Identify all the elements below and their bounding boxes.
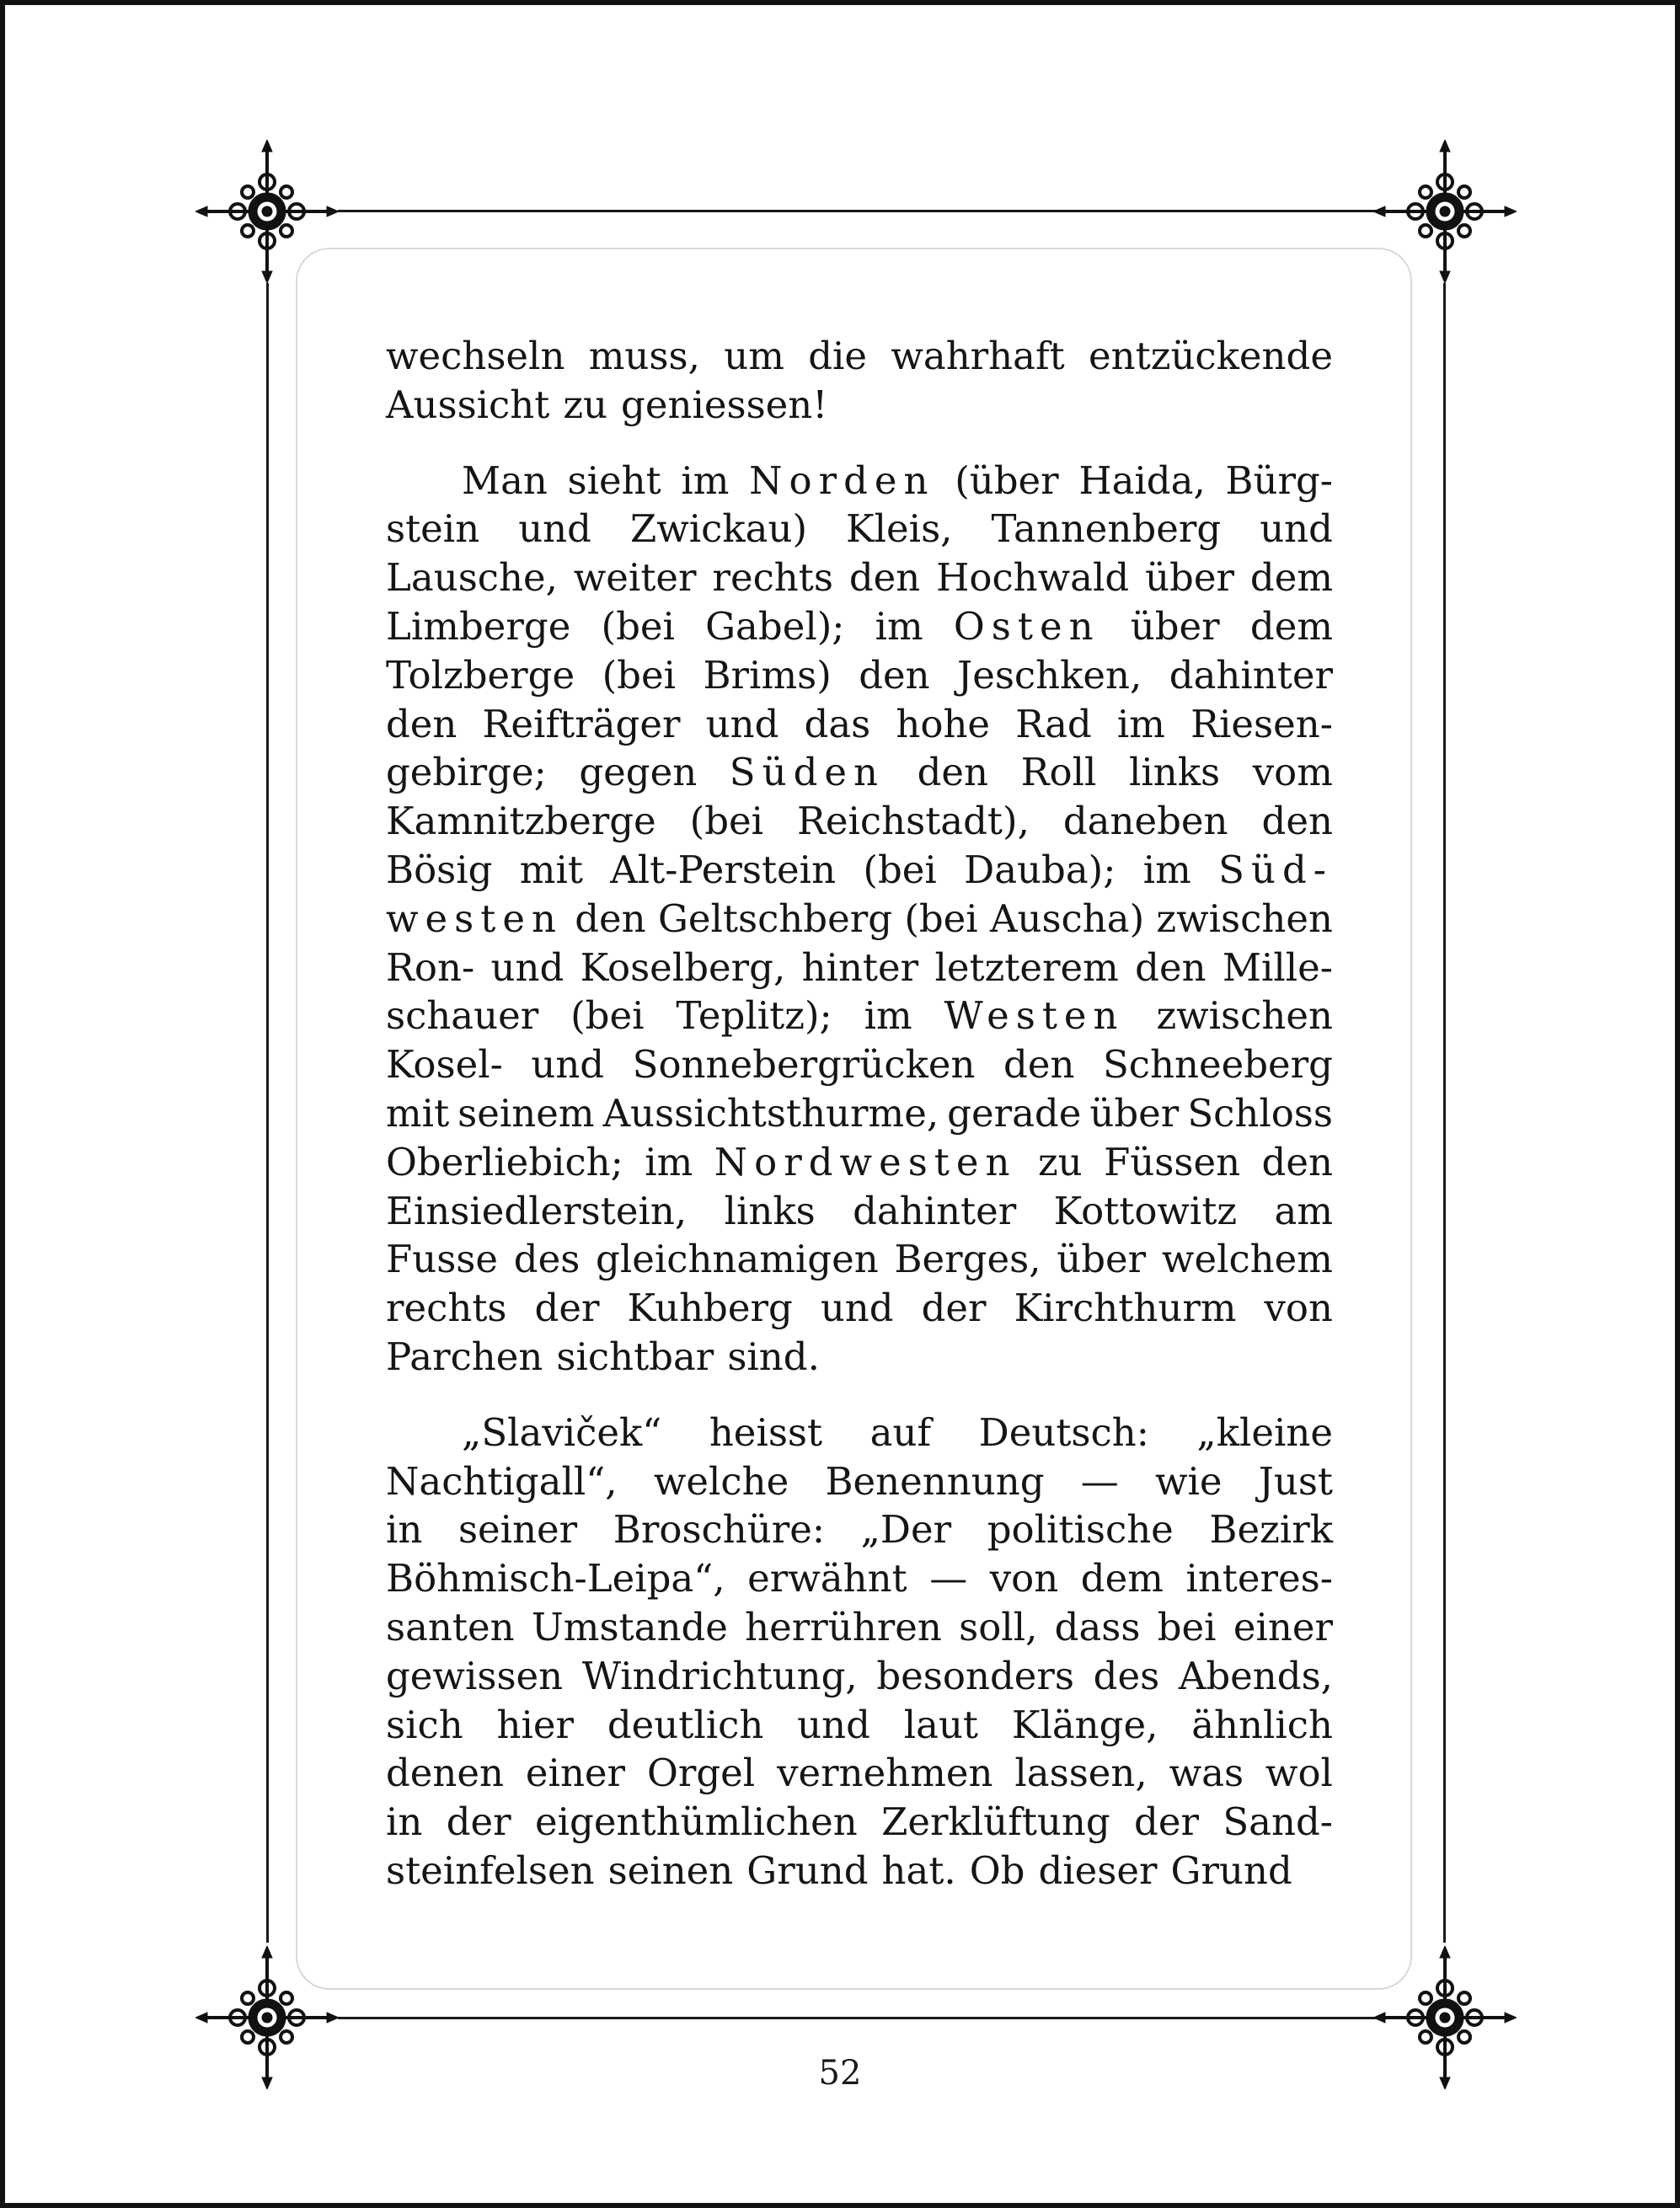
word: über (1130, 603, 1220, 649)
word: Zerklüftung (881, 1799, 1110, 1845)
frame-right-line (1443, 283, 1446, 1943)
word: vom (1252, 750, 1333, 795)
corner-ornament-top-left-icon (195, 140, 339, 283)
word: in (386, 1507, 423, 1553)
word: Nachtigall“, (386, 1458, 618, 1504)
word: seiner (457, 1507, 578, 1553)
word: Man (462, 457, 548, 503)
word: besonders (876, 1653, 1075, 1698)
text-line (386, 602, 1333, 651)
word: und (531, 1042, 605, 1088)
word: Koselberg, (580, 944, 786, 990)
text-line (386, 1138, 1333, 1187)
frame-top-line (338, 210, 1381, 212)
word: Orgel (646, 1751, 756, 1796)
word: Schloss (1187, 1090, 1333, 1136)
word: wie (1155, 1458, 1223, 1504)
word: im (645, 1139, 693, 1184)
word: Sand- (1223, 1799, 1333, 1845)
word: soll, (959, 1604, 1038, 1649)
word: laut (903, 1702, 979, 1747)
word: zu (1037, 1139, 1083, 1184)
word: den (848, 555, 921, 601)
word: Kottowitz (1053, 1188, 1238, 1233)
word: (bei (570, 993, 645, 1039)
word: im (864, 993, 912, 1039)
word: Ob (969, 1847, 1025, 1893)
word: den (1003, 1042, 1075, 1088)
text-line (386, 505, 1333, 553)
word: links (724, 1188, 816, 1233)
word: den (386, 701, 457, 746)
word: Ron- (386, 944, 475, 990)
word: westen (386, 895, 563, 941)
word: der (921, 1286, 987, 1331)
word: Jeschken, (957, 652, 1142, 698)
word: Rad (1015, 701, 1092, 746)
word: (bei (689, 799, 764, 844)
word: letzterem (934, 944, 1119, 990)
word: gleichnamigen (596, 1237, 879, 1282)
word: sichtbar (556, 1334, 714, 1379)
word: schauer (386, 993, 539, 1039)
word: zwischen (1156, 993, 1333, 1039)
text-line (386, 1187, 1333, 1236)
text-line (386, 651, 1333, 700)
word: heisst (709, 1409, 823, 1455)
word: vernehmen (777, 1751, 993, 1796)
word: gegen (579, 750, 698, 795)
text-line (386, 1040, 1333, 1089)
word: weiter (573, 555, 697, 601)
word: im (681, 457, 730, 503)
word: seinen (607, 1847, 734, 1893)
text-line (386, 700, 1333, 749)
word: und (1260, 506, 1333, 552)
word: Haida, (1078, 457, 1206, 503)
word: Aussichtsthurme, (602, 1090, 939, 1136)
word: zwischen (1156, 895, 1333, 941)
word: Umstande (531, 1604, 728, 1649)
word: welchem (1161, 1237, 1333, 1282)
word: Oberliebich; (386, 1139, 623, 1184)
word: Alt-Perstein (610, 847, 837, 892)
word: in (386, 1799, 423, 1845)
word: Hochwald (936, 555, 1130, 601)
text-line (386, 457, 1333, 505)
word: erwähnt (747, 1556, 907, 1601)
word: (bei (601, 603, 675, 649)
word: Riesen- (1190, 701, 1333, 746)
word: mit (386, 1090, 450, 1136)
word: den (1261, 1139, 1333, 1184)
text-line (386, 1333, 1333, 1382)
text-line (386, 1749, 1333, 1798)
word: und (705, 701, 779, 746)
word: von (1264, 1286, 1333, 1331)
word: über (1145, 555, 1235, 601)
word: Süden (729, 750, 885, 795)
word: Gabel); (705, 603, 845, 649)
word: lassen, (1014, 1751, 1148, 1796)
text-line (386, 1554, 1333, 1603)
text-line (386, 1235, 1333, 1284)
word: Berges, (894, 1237, 1041, 1282)
word: die (808, 334, 868, 378)
word: auf (869, 1409, 932, 1455)
text-line (386, 1284, 1333, 1333)
word: Dauba); (964, 847, 1116, 892)
word: Kamnitzberge (386, 799, 656, 844)
text-line (386, 846, 1333, 895)
word: wol (1265, 1751, 1333, 1796)
text-line (386, 1798, 1333, 1847)
word: Kirchthurm (1014, 1286, 1237, 1331)
word: Broschüre: (613, 1507, 826, 1553)
word: welche (653, 1458, 789, 1504)
word: Aussicht (386, 382, 550, 427)
word: santen (386, 1604, 515, 1649)
word: ähnlich (1191, 1702, 1333, 1747)
word: politische (987, 1507, 1174, 1553)
text-line (386, 1457, 1333, 1506)
word: dieser (1038, 1847, 1158, 1893)
word: Teplitz); (676, 993, 832, 1039)
word: über (1057, 1237, 1147, 1282)
word: seinem (457, 1090, 595, 1136)
word: im (1142, 847, 1191, 892)
word: Klänge, (1011, 1702, 1158, 1747)
paragraph-gap (386, 430, 1333, 457)
word: den (575, 895, 646, 941)
word: eigenthümlichen (535, 1799, 858, 1845)
word: und (490, 944, 564, 990)
word: Füssen (1104, 1139, 1241, 1184)
word: Brims) (703, 652, 832, 698)
word: bei (1157, 1604, 1217, 1649)
word: im (875, 603, 923, 649)
word: denen (386, 1751, 505, 1796)
word: „Der (860, 1507, 952, 1553)
word: Grund (746, 1847, 869, 1893)
word: stein (386, 506, 480, 552)
word: den (1261, 799, 1333, 844)
word: des (513, 1237, 581, 1282)
word: Windrichtung, (581, 1653, 858, 1698)
word: sind. (727, 1334, 820, 1379)
body-text (386, 332, 1333, 1895)
word: der (534, 1286, 600, 1331)
word: dem (1249, 555, 1333, 601)
word: Roll (1020, 750, 1097, 795)
word: hinter (801, 944, 919, 990)
word: den (1135, 944, 1206, 990)
word: dem (1249, 603, 1333, 649)
word: den (917, 750, 989, 795)
word: von (989, 1556, 1059, 1601)
word: herrühren (745, 1604, 942, 1649)
word: um (724, 334, 784, 378)
word: Schneeberg (1102, 1042, 1333, 1088)
word: gerade (947, 1090, 1082, 1136)
word: Reifträger (482, 701, 681, 746)
word: Nordwesten (714, 1139, 1017, 1184)
word: entzückende (1089, 334, 1333, 378)
word: geniessen! (621, 382, 828, 427)
word: über (1089, 1090, 1180, 1136)
word: muss, (588, 334, 700, 378)
text-line (386, 1652, 1333, 1701)
word: Einsiedlerstein, (386, 1188, 688, 1233)
text-line (386, 895, 1333, 944)
word: wechseln (386, 334, 565, 378)
word: Tannenberg (991, 506, 1222, 552)
corner-ornament-top-right-icon (1373, 140, 1517, 283)
word: Zwickau) (630, 506, 808, 552)
word: mit (519, 847, 583, 892)
word: sich (386, 1702, 463, 1747)
word: Mille- (1222, 944, 1333, 990)
word: und (518, 506, 591, 552)
word: interes- (1185, 1556, 1333, 1601)
word: Süd- (1218, 847, 1333, 892)
word: Sonnebergrücken (632, 1042, 976, 1088)
word: Parchen (386, 1334, 543, 1379)
text-line (386, 381, 1333, 430)
word: den (859, 652, 930, 698)
word: Abends, (1178, 1653, 1333, 1698)
word: Limberge (386, 603, 571, 649)
word: links (1129, 750, 1221, 795)
word: rechts (386, 1286, 507, 1331)
word: einer (1233, 1604, 1333, 1649)
word: hat. (881, 1847, 956, 1893)
word: Kuhberg (627, 1286, 793, 1331)
text-line (386, 332, 1333, 381)
word: „Slaviček“ (462, 1409, 662, 1455)
word: — (1080, 1458, 1119, 1504)
word: (über (955, 457, 1059, 503)
word: (bei (904, 895, 978, 941)
frame-bottom-line (338, 2017, 1381, 2019)
word: Fusse (386, 1237, 499, 1282)
word: Geltschberg (657, 895, 893, 941)
text-line (386, 797, 1333, 846)
text-line (386, 1701, 1333, 1750)
text-line (386, 553, 1333, 602)
word: (bei (863, 847, 937, 892)
word: „kleine (1196, 1409, 1333, 1455)
word: und (797, 1702, 870, 1747)
page-number: 52 (818, 2054, 862, 2093)
text-line (386, 748, 1333, 797)
text-line (386, 992, 1333, 1040)
word: der (446, 1799, 511, 1845)
frame-left-line (266, 283, 269, 1943)
word: dass (1054, 1604, 1141, 1649)
word: dahinter (1169, 652, 1333, 698)
text-line (386, 1505, 1333, 1554)
word: Norden (749, 457, 935, 503)
word: deutlich (607, 1702, 764, 1747)
word: und (820, 1286, 894, 1331)
word: daneben (1062, 799, 1228, 844)
word: des (1093, 1653, 1160, 1698)
word: zu (563, 382, 608, 427)
word: hohe (896, 701, 991, 746)
word: Lausche, (386, 555, 558, 601)
word: sieht (567, 457, 661, 503)
word: Bezirk (1209, 1507, 1333, 1553)
word: Bürg- (1225, 457, 1333, 503)
text-line (386, 1089, 1333, 1138)
word: rechts (712, 555, 833, 601)
paragraph-gap (386, 1382, 1333, 1409)
word: Reichstadt), (797, 799, 1030, 844)
word: — (929, 1556, 968, 1601)
word: Auscha) (989, 895, 1145, 941)
word: das (804, 701, 871, 746)
word: Kosel- (386, 1042, 503, 1088)
word: Benennung (825, 1458, 1045, 1504)
word: dahinter (853, 1188, 1017, 1233)
word: am (1274, 1188, 1333, 1233)
word: Osten (953, 603, 1100, 649)
word: der (1134, 1799, 1199, 1845)
word: gebirge; (386, 750, 547, 795)
word: Böhmisch-Leipa“, (386, 1556, 725, 1601)
word: einer (525, 1751, 626, 1796)
word: steinfelsen (386, 1847, 595, 1893)
text-line (386, 1603, 1333, 1652)
word: Westen (944, 993, 1125, 1039)
text-line (386, 944, 1333, 992)
word: (bei (602, 652, 676, 698)
word: dem (1080, 1556, 1164, 1601)
word: wahrhaft (891, 334, 1065, 378)
word: Kleis, (846, 506, 953, 552)
word: gewissen (386, 1653, 564, 1698)
word: Tolzberge (386, 652, 575, 698)
word: Deutsch: (978, 1409, 1149, 1455)
text-line (386, 1409, 1333, 1457)
word: im (1116, 701, 1165, 746)
word: Bösig (386, 847, 493, 892)
word: hier (496, 1702, 575, 1747)
word: Just (1258, 1458, 1333, 1504)
word: was (1169, 1751, 1244, 1796)
text-line (386, 1847, 1333, 1895)
word: Grund (1170, 1847, 1292, 1893)
